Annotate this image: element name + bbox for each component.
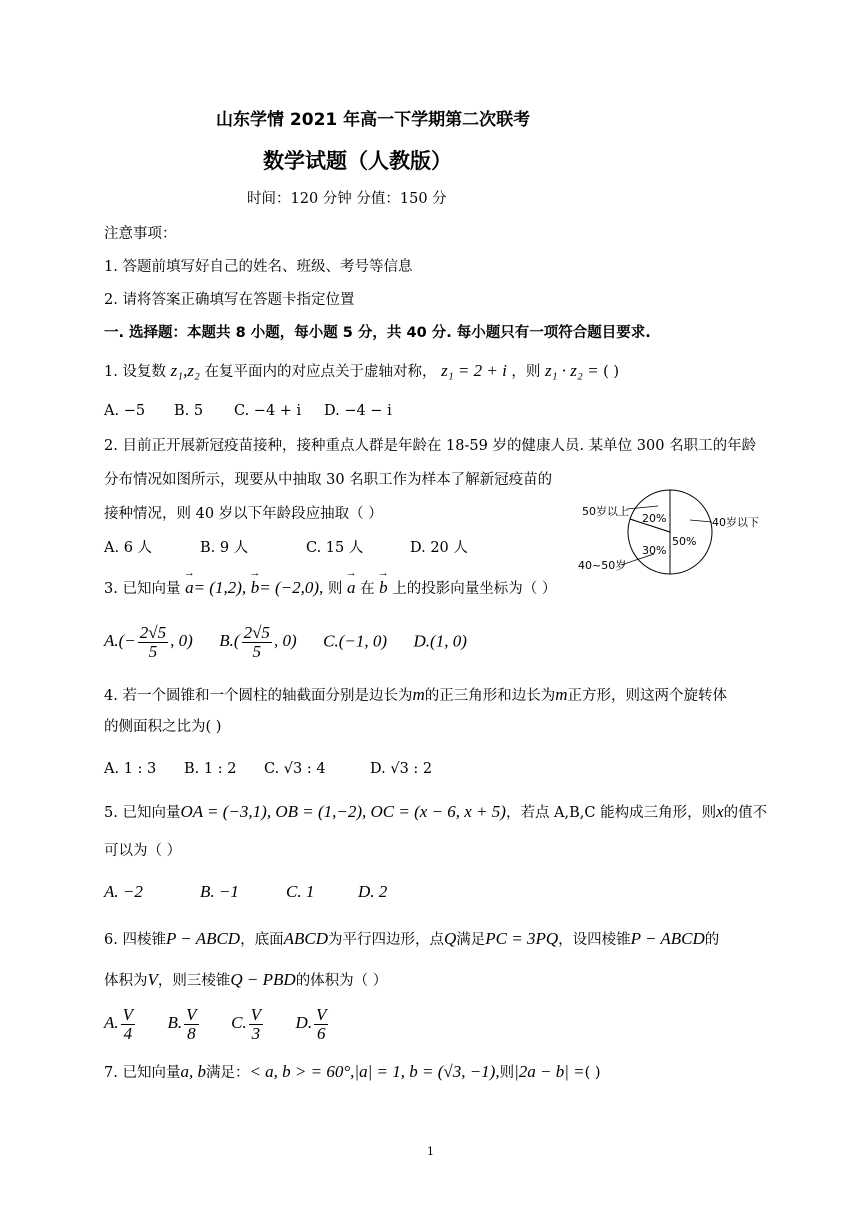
q3-pre: 3. 已知向量 [104,581,181,597]
q1-mid: 在复平面内的对应点关于虚轴对称， [204,364,437,380]
notes-heading: 注意事项： [104,226,177,242]
q5-expr: OA = (−3,1), OB = (1,−2), OC = (x − 6, x + 5) [180,802,506,821]
q5-option-b: B. −1 [200,882,239,901]
question-3 [104,579,556,597]
q2-line1: 2. 目前正开展新冠疫苗接种，接种重点人群是年龄在 18-59 岁的健康人员. 某单位 300 名职工的年龄 [104,438,757,454]
q1-option-c: C. −4 + i [234,403,302,419]
q3-option-d: D.(1, 0) [413,631,467,651]
q2-option-b: B. 9 人 [200,540,249,556]
q2-line3: 接种情况，则 40 岁以下年龄段应抽取（ ） [104,506,383,522]
q1-option-a: A. −5 [104,403,146,419]
q4-option-c: C. √3 : 4 [264,761,326,777]
q3-option-a: A.(− $\frac{2√5}{5}$ , 0) [104,623,193,661]
q5-option-d: D. 2 [358,882,388,901]
q3-vec-b2: → b [379,579,388,596]
q5-line2: 可以为（ ） [104,843,182,859]
pie-slice [670,490,712,574]
q3-mid2: 在 [360,581,375,597]
q2-option-a: A. 6 人 [104,540,153,556]
q1-ask: z₁ · z₂ = [545,361,599,380]
exam-subtitle: 数学试题（人教版） [263,149,452,173]
question-1 [104,362,619,380]
note-item: 2. 请将答案正确填写在答题卡指定位置 [104,292,355,308]
q3-option-b: B.( $\frac{2√5}{5}$ , 0) [219,623,297,661]
q4-option-d: D. √3 : 2 [370,761,433,777]
q3-a-val: = (1,2), [193,578,247,597]
age-pie-chart [570,482,770,582]
q6-line2: 体积为V，则三棱锥Q − PBD的体积为（ ） [104,970,388,989]
q3-vec-a: → a [185,579,194,596]
q4-option-a: A. 1 : 3 [104,761,157,777]
pie-label-over50: 50岁以上 [582,505,629,518]
q2-option-c: C. 15 人 [306,540,364,556]
q5-option-c: C. 1 [286,882,315,901]
q1-vars: z₁,z₂ [170,361,200,380]
q6-eq: PC = 3PQ [485,929,559,948]
section-heading: 一. 选择题：本题共 8 小题，每小题 5 分，共 40 分. 每小题只有一项符合题目要求. [104,325,651,341]
q1-option-b: B. 5 [174,403,204,419]
pie-label-under40: 40岁以下 [712,516,759,529]
q3-post: 上的投影向量坐标为（ ） [392,581,557,597]
q3-mid: 则 [327,581,343,597]
question-7: 7. 已知向量a, b满足：< a, b > = 60°,|a| = 1, b = (√3, −1),则|2a − b| =( ) [104,1062,601,1081]
q6-option-b: B. $\frac{V}{8}$ [167,1005,197,1043]
question-5: 5. 已知向量OA = (−3,1), OB = (1,−2), OC = (x − 6, x + 5)，若点 A,B,C 能构成三角形，则x的值不 [104,802,768,821]
q1-mid2: ，则 [511,364,541,380]
page-number: 1 [427,1145,434,1158]
q6-options [104,1006,330,1043]
q1-pre: 1. 设复数 [104,364,166,380]
q5-option-a: A. −2 [104,882,143,901]
q2-line2: 分布情况如图所示，现要从中抽取 30 名职工作为样本了解新冠疫苗的 [104,472,553,488]
q4-option-b: B. 1 : 2 [184,761,237,777]
pie-slice-label: 50% [672,535,697,548]
note-item: 1. 答题前填写好自己的姓名、班级、考号等信息 [104,259,413,275]
q3-vec-a2: → a [347,579,356,596]
q1-eq: z₁ = 2 + i [441,361,507,380]
q2-option-d: D. 20 人 [410,540,468,556]
q3-vec-b: → b [251,579,260,596]
q6-option-a: A. $\frac{V}{4}$ [104,1005,134,1043]
exam-meta: 时间：120 分钟 分值：150 分 [247,191,447,207]
pie-slice-label: 30% [642,544,667,557]
q3-options [104,624,467,661]
q3-b-val: = (−2,0), [259,578,324,597]
q1-post: ( ) [603,364,620,380]
exam-title: 山东学情 2021 年高一下学期第二次联考 [216,110,531,130]
q3-option-c: C.(−1, 0) [323,631,387,651]
q6-option-c: C. $\frac{V}{3}$ [231,1005,262,1043]
pie-slice-label: 20% [642,512,667,525]
q4-line1: 4. 若一个圆锥和一个圆柱的轴截面分别是边长为m的正三角形和边长为m正方形，则这两个旋转体 [104,685,728,704]
pie-label-40to50: 40~50岁 [578,559,627,572]
q6-option-d: D. $\frac{V}{6}$ [295,1005,327,1043]
question-6: 6. 四棱锥P − ABCD，底面ABCD为平行四边形，点Q满足PC = 3PQ，设四棱锥P − ABCD的 [104,929,720,948]
q1-option-d: D. −4 − i [324,403,392,419]
q4-line2: 的侧面积之比为( ) [104,719,222,735]
